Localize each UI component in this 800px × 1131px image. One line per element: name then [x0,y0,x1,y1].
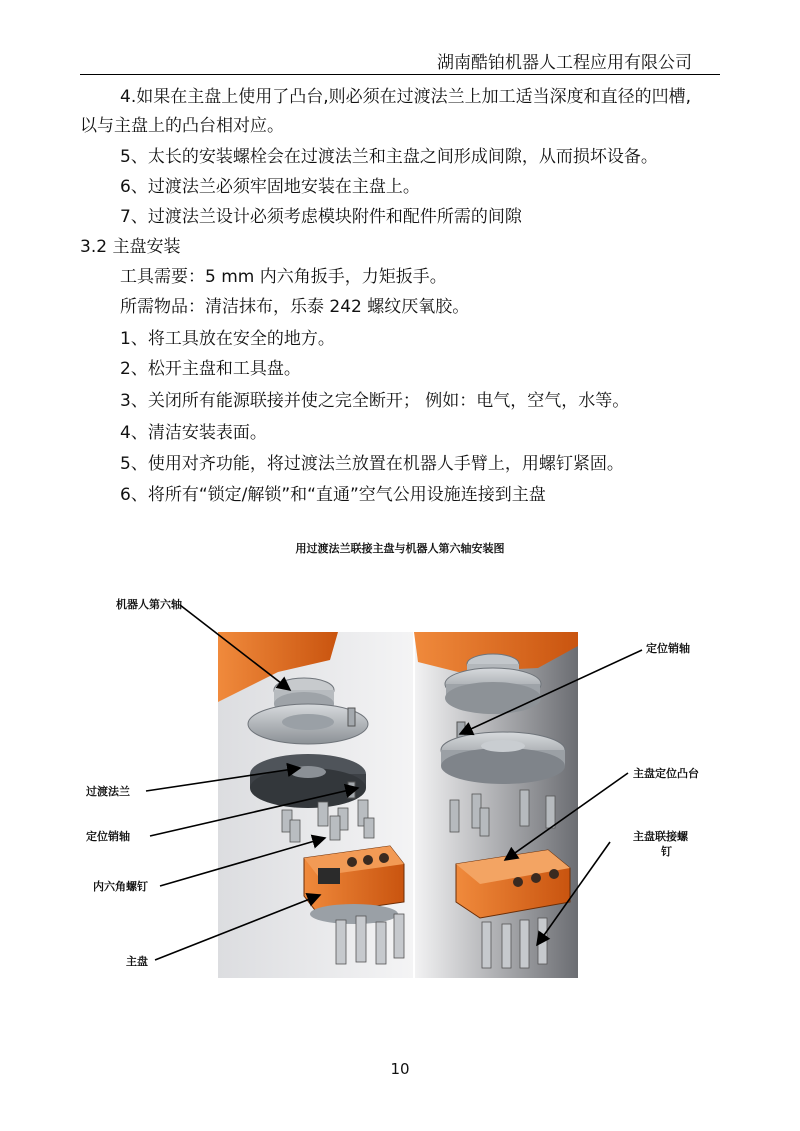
label-robot-axis6: 机器人第六轴 [116,598,182,611]
label-connecting-screw-line2: 钉 [661,845,672,858]
label-connecting-screw-line1: 主盘联接螺 [633,830,688,843]
step-6: 6、将所有“锁定/解锁”和“直通”空气公用设施连接到主盘 [120,485,546,505]
step-2: 2、松开主盘和工具盘。 [120,359,301,379]
materials-needed: 所需物品：清洁抹布，乐泰 242 螺纹厌氧胶。 [120,297,470,317]
para4-line2: 以与主盘上的凸台相对应。 [80,116,284,136]
label-hex-screw: 内六角螺钉 [93,880,148,893]
section-title: 3.2 主盘安装 [80,237,181,257]
assembly-illustration [218,632,578,978]
para4-line1: 4.如果在主盘上使用了凸台,则必须在过渡法兰上加工适当深度和直径的凹槽, [120,87,692,107]
item-5: 5、太长的安装螺栓会在过渡法兰和主盘之间形成间隙，从而损坏设备。 [120,147,658,167]
label-locating-pin-right: 定位销轴 [646,642,690,655]
label-locating-pin-left: 定位销轴 [86,830,130,843]
page-header [80,46,720,75]
step-3: 3、关闭所有能源联接并使之完全断开； 例如：电气，空气，水等。 [120,391,630,411]
page-number: 10 [390,1060,410,1078]
item-7: 7、过渡法兰设计必须考虑模块附件和配件所需的间隙 [120,207,522,227]
step-1: 1、将工具放在安全的地方。 [120,329,335,349]
figure-caption: 用过渡法兰联接主盘与机器人第六轴安装图 [295,542,505,555]
step-5: 5、使用对齐功能，将过渡法兰放置在机器人手臂上，用螺钉紧固。 [120,454,624,474]
label-boss: 主盘定位凸台 [633,767,699,780]
item-6: 6、过渡法兰必须牢固地安装在主盘上。 [120,177,420,197]
tools-needed: 工具需要：5 mm 内六角扳手，力矩扳手。 [120,267,447,287]
label-master-plate: 主盘 [126,955,148,968]
company-name: 湖南酷铂机器人工程应用有限公司 [437,53,692,73]
step-4: 4、清洁安装表面。 [120,423,267,443]
label-adapter-flange: 过渡法兰 [86,785,130,798]
label-connecting-screw [633,829,688,859]
